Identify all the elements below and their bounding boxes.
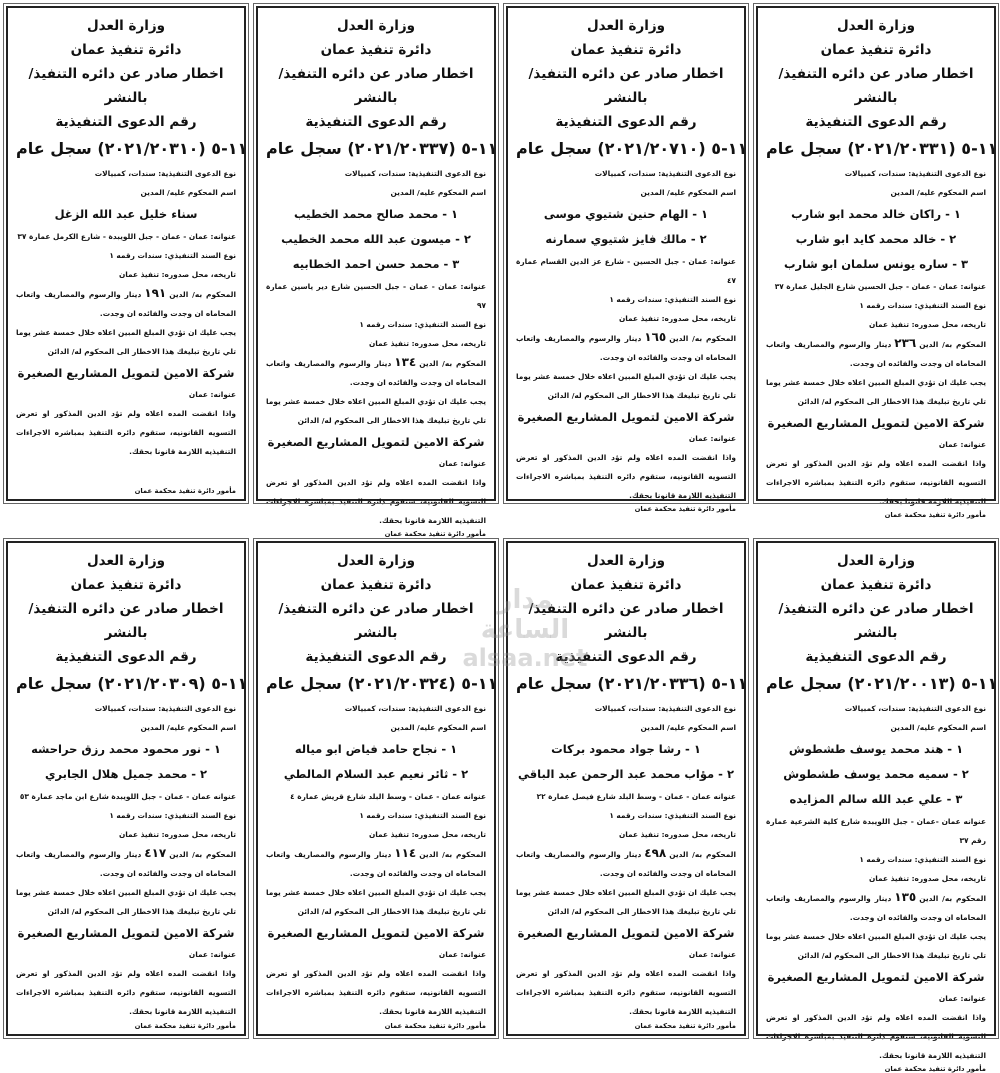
footer-signature: مأمور دائرة تنفيذ محكمة عمان bbox=[884, 1065, 986, 1073]
debtor-name: ١ - رشا جواد محمود بركات bbox=[551, 742, 701, 756]
judgment-amount: ١٩١ bbox=[144, 286, 167, 300]
creditor-name: شركة الامين لتمويل المشاريع الصغيرة bbox=[767, 416, 985, 430]
debtor-label: اسم المحكوم عليه/ المدين bbox=[390, 723, 486, 732]
issue-place: تاريخه، محل صدوره: تنفيذ عمان bbox=[368, 339, 486, 348]
ministry-heading: وزارة العدل bbox=[336, 553, 416, 569]
creditor-address: عنوانه: عمان bbox=[438, 459, 486, 468]
case-number: ١١-٥ (٢٠٢١/٢٠٣٣٦) سجل عام bbox=[516, 674, 748, 693]
judgment-suffix: دينار والرسوم والمصاريف واتعاب المحاماه ان وجدت والفائده ان وجدت. bbox=[16, 290, 236, 318]
department-heading: دائرة تنفيذ عمان bbox=[820, 42, 932, 58]
judgment-text bbox=[516, 844, 736, 883]
judgment-prefix: المحكوم به/ الدين bbox=[169, 850, 236, 859]
notice-box bbox=[256, 6, 498, 538]
footer-signature: مأمور دائرة تنفيذ محكمة عمان bbox=[634, 1022, 736, 1030]
case-number: ١١-٥ (٢٠٢١/٢٠٣٢٤) سجل عام bbox=[266, 674, 498, 693]
debtor-label: اسم المحكوم عليه/ المدين bbox=[140, 188, 236, 197]
judgment-prefix: المحكوم به/ الدين bbox=[169, 290, 236, 299]
judgment-text bbox=[16, 844, 236, 883]
payment-notice: يجب عليك ان تؤدي المبلغ المبين اعلاه خلال خمسة عشر يوما تلي تاريخ تبليغك هذا الاخطار الى المحكوم له/ الدائن bbox=[516, 888, 736, 916]
notice-box bbox=[6, 541, 246, 1036]
judgment-text bbox=[266, 353, 486, 392]
payment-notice: يجب عليك ان تؤدي المبلغ المبين اعلاه خلال خمسة عشر يوما تلي تاريخ تبليغك هذا الاخطار الى المحكوم له/ الدائن bbox=[16, 328, 236, 356]
warning-text: واذا انقضت المده اعلاه ولم تؤد الدين المذكور او تعرض التسويه القانونيه، ستقوم دائره التنفيذ بمباشره الاجراءات التنفيذيه اللازمة قانونا بحقك. bbox=[766, 459, 986, 506]
notice-title: اخطار صادر عن دائره التنفيذ/ بالنشر bbox=[778, 601, 974, 641]
creditor-address: عنوانه: عمان bbox=[688, 434, 736, 443]
case-label: رقم الدعوى التنفيذية bbox=[305, 114, 447, 130]
warning-text: واذا انقضت المده اعلاه ولم تؤد الدين المذكور او تعرض التسويه القانونيه، ستقوم دائره التنفيذ بمباشره الاجراءات التنفيذيه اللازمة قانونا بحقك. bbox=[16, 969, 236, 1016]
debtor-name: ٣ - ساره يونس سلمان ابو شارب bbox=[783, 257, 969, 271]
notice-box bbox=[506, 6, 748, 513]
creditor-address: عنوانه: عمان bbox=[688, 950, 736, 959]
creditor-address: عنوانه: عمان bbox=[938, 440, 986, 449]
judgment-amount: ١٣٥ bbox=[894, 890, 917, 904]
bond-type: نوع السند التنفيذي: سندات رقمه ١ bbox=[609, 295, 736, 304]
creditor-name: شركة الامين لتمويل المشاريع الصغيرة bbox=[17, 366, 235, 380]
judgment-prefix: المحكوم به/ الدين bbox=[669, 850, 736, 859]
notices-page bbox=[6, 6, 998, 1073]
debtor-label: اسم المحكوم عليه/ المدين bbox=[890, 188, 986, 197]
issue-place: تاريخه، محل صدوره: تنفيذ عمان bbox=[618, 830, 736, 839]
debtor-name: ١ - راكان خالد محمد ابو شارب bbox=[791, 207, 961, 221]
case-type: نوع الدعوى التنفيذية: سندات، كمبيالات bbox=[594, 169, 736, 178]
creditor-address: عنوانه: عمان bbox=[938, 994, 986, 1003]
debtor-name: ٢ - سميه محمد يوسف طشطوش bbox=[783, 767, 969, 781]
warning-text: واذا انقضت المده اعلاه ولم تؤد الدين المذكور او تعرض التسويه القانونيه، ستقوم دائره التنفيذ بمباشره الاجراءات التنفيذيه اللازمة قانونا بحقك. bbox=[516, 969, 736, 1016]
case-type: نوع الدعوى التنفيذية: سندات، كمبيالات bbox=[844, 169, 986, 178]
debtor-address: عنوانه: عمان - عمان - جبل الحسين شارع الجليل عمارة ٣٧ bbox=[774, 282, 986, 291]
case-label: رقم الدعوى التنفيذية bbox=[305, 649, 447, 665]
bond-type: نوع السند التنفيذي: سندات رقمه ١ bbox=[859, 855, 986, 864]
case-label: رقم الدعوى التنفيذية bbox=[805, 114, 947, 130]
case-type: نوع الدعوى التنفيذية: سندات، كمبيالات bbox=[844, 704, 986, 713]
judgment-suffix: دينار والرسوم والمصاريف واتعاب المحاماه ان وجدت والفائده ان وجدت. bbox=[266, 359, 486, 387]
debtor-address: عنوانه عمان -عمان - جبل اللويبدة شارع كلية الشرعية عمارة رقم ٣٧ bbox=[766, 817, 986, 845]
issue-place: تاريخه، محل صدوره: تنفيذ عمان bbox=[618, 314, 736, 323]
notice-title: اخطار صادر عن دائره التنفيذ/ بالنشر bbox=[778, 66, 974, 106]
case-label: رقم الدعوى التنفيذية bbox=[555, 649, 697, 665]
issue-place: تاريخه، محل صدوره: تنفيذ عمان bbox=[368, 830, 486, 839]
debtor-address: عنوانه عمان - عمان - وسط البلد شارع قريش عمارة ٤ bbox=[290, 792, 486, 801]
bond-type: نوع السند التنفيذي: سندات رقمه ١ bbox=[109, 811, 236, 820]
creditor-address: عنوانه: عمان bbox=[188, 950, 236, 959]
case-number: ١١-٥ (٢٠٢١/٢٠٧١٠) سجل عام bbox=[516, 139, 748, 158]
judgment-text bbox=[766, 334, 986, 373]
notice-title: اخطار صادر عن دائره التنفيذ/ بالنشر bbox=[528, 601, 724, 641]
department-heading: دائرة تنفيذ عمان bbox=[820, 577, 932, 593]
notice-box bbox=[506, 541, 746, 1036]
bond-type: نوع السند التنفيذي: سندات رقمه ١ bbox=[109, 251, 236, 260]
creditor-name: شركة الامين لتمويل المشاريع الصغيرة bbox=[17, 926, 235, 940]
case-type: نوع الدعوى التنفيذية: سندات، كمبيالات bbox=[94, 704, 236, 713]
case-number: ١١-٥ (٢٠٢١/٢٠٣٠٩) سجل عام bbox=[16, 674, 248, 693]
debtor-name: ١ - نور محمود محمد رزق حراحشه bbox=[31, 742, 221, 756]
debtor-name: ١ - الهام حنين شتيوي موسى bbox=[543, 207, 709, 221]
notice-title: اخطار صادر عن دائره التنفيذ/ بالنشر bbox=[28, 66, 224, 106]
notice-title: اخطار صادر عن دائره التنفيذ/ بالنشر bbox=[278, 66, 474, 106]
debtor-label: اسم المحكوم عليه/ المدين bbox=[640, 188, 736, 197]
debtor-address: عنوانه: عمان - عمان - جبل اللويبدة - شارع الكرمل عمارة ٣٧ bbox=[17, 232, 236, 241]
bond-type: نوع السند التنفيذي: سندات رقمه ١ bbox=[359, 811, 486, 820]
case-number: ١١-٥ (٢٠٢١/٢٠٣٣٧) سجل عام bbox=[266, 139, 498, 158]
debtor-name: ٢ - ميسون عبد الله محمد الخطيب bbox=[281, 232, 471, 246]
case-label: رقم الدعوى التنفيذية bbox=[805, 649, 947, 665]
debtor-label: اسم المحكوم عليه/ المدين bbox=[640, 723, 736, 732]
bond-type: نوع السند التنفيذي: سندات رقمه ١ bbox=[359, 320, 486, 329]
payment-notice: يجب عليك ان تؤدي المبلغ المبين اعلاه خلال خمسة عشر يوما تلي تاريخ تبليغك هذا الاخطار الى المحكوم له/ الدائن bbox=[766, 378, 986, 406]
judgment-suffix: دينار والرسوم والمصاريف واتعاب المحاماه ان وجدت والفائده ان وجدت. bbox=[516, 850, 736, 878]
creditor-name: شركة الامين لتمويل المشاريع الصغيرة bbox=[767, 970, 985, 984]
ministry-heading: وزارة العدل bbox=[836, 553, 916, 569]
judgment-suffix: دينار والرسوم والمصاريف واتعاب المحاماه ان وجدت والفائده ان وجدت. bbox=[766, 340, 986, 368]
department-heading: دائرة تنفيذ عمان bbox=[320, 42, 432, 58]
debtor-address: عنوانه: عمان - عمان - جبل الحسين شارع دير ياسين عمارة ٩٧ bbox=[266, 282, 486, 310]
case-number: ١١-٥ (٢٠٢١/٢٠٣٣١) سجل عام bbox=[766, 139, 998, 158]
creditor-name: شركة الامين لتمويل المشاريع الصغيرة bbox=[517, 410, 735, 424]
debtor-name: ٣ - محمد حسن احمد الخطابيه bbox=[292, 257, 460, 271]
creditor-address: عنوانه: عمان bbox=[188, 390, 236, 399]
issue-place: تاريخه، محل صدوره: تنفيذ عمان bbox=[868, 320, 986, 329]
payment-notice: يجب عليك ان تؤدي المبلغ المبين اعلاه خلال خمسة عشر يوما تلي تاريخ تبليغك هذا الاخطار الى المحكوم له/ الدائن bbox=[766, 932, 986, 960]
debtor-name: ١ - هند محمد يوسف طشطوش bbox=[788, 742, 964, 756]
debtor-name: ١ - نجاح حامد فياض ابو مياله bbox=[294, 742, 458, 756]
debtor-name: ٣ - علي عبد الله سالم المزايده bbox=[789, 792, 963, 806]
debtor-address: عنوانه عمان - عمان - وسط البلد شارع فيصل عمارة ٢٢ bbox=[536, 792, 736, 801]
department-heading: دائرة تنفيذ عمان bbox=[70, 577, 182, 593]
debtor-name: ٢ - محمد جميل هلال الجابري bbox=[44, 767, 208, 781]
bond-type: نوع السند التنفيذي: سندات رقمه ١ bbox=[609, 811, 736, 820]
footer-signature: مأمور دائرة تنفيذ محكمة عمان bbox=[134, 1022, 236, 1030]
watermark-arabic: مدار الساعة bbox=[480, 585, 570, 645]
case-label: رقم الدعوى التنفيذية bbox=[555, 114, 697, 130]
department-heading: دائرة تنفيذ عمان bbox=[70, 42, 182, 58]
issue-place: تاريخه، محل صدوره: تنفيذ عمان bbox=[118, 830, 236, 839]
case-label: رقم الدعوى التنفيذية bbox=[55, 649, 197, 665]
warning-text: واذا انقضت المده اعلاه ولم تؤد الدين المذكور او تعرض التسويه القانونيه، ستقوم دائره التنفيذ بمباشره الاجراءات التنفيذيه اللازمة قانونا بحقك. bbox=[16, 409, 236, 456]
case-type: نوع الدعوى التنفيذية: سندات، كمبيالات bbox=[94, 169, 236, 178]
judgment-prefix: المحكوم به/ الدين bbox=[669, 334, 736, 343]
warning-text: واذا انقضت المده اعلاه ولم تؤد الدين المذكور او تعرض التسويه القانونيه، ستقوم دائره التنفيذ بمباشره الاجراءات التنفيذيه اللازمة قانونا بحقك. bbox=[266, 478, 486, 525]
judgment-text bbox=[16, 284, 236, 323]
issue-place: تاريخه، محل صدوره: تنفيذ عمان bbox=[868, 874, 986, 883]
warning-text: واذا انقضت المده اعلاه ولم تؤد الدين المذكور او تعرض التسويه القانونيه، ستقوم دائره التنفيذ بمباشره الاجراءات التنفيذيه اللازمة قانونا بحقك. bbox=[516, 453, 736, 500]
ministry-heading: وزارة العدل bbox=[86, 18, 166, 34]
notice-title: اخطار صادر عن دائره التنفيذ/ بالنشر bbox=[278, 601, 474, 641]
notice-box bbox=[6, 6, 246, 501]
ministry-heading: وزارة العدل bbox=[86, 553, 166, 569]
notice-box bbox=[756, 6, 998, 519]
payment-notice: يجب عليك ان تؤدي المبلغ المبين اعلاه خلال خمسة عشر يوما تلي تاريخ تبليغك هذا الاخطار الى المحكوم له/ الدائن bbox=[16, 888, 236, 916]
creditor-name: شركة الامين لتمويل المشاريع الصغيرة bbox=[267, 926, 485, 940]
judgment-suffix: دينار والرسوم والمصاريف واتعاب المحاماه ان وجدت والفائده ان وجدت. bbox=[516, 334, 736, 362]
judgment-text bbox=[766, 888, 986, 927]
debtor-address: عنوانه: عمان - جبل الحسين - شارع عز الدين القسام عمارة ٤٧ bbox=[516, 257, 736, 285]
ministry-heading: وزارة العدل bbox=[336, 18, 416, 34]
creditor-name: شركة الامين لتمويل المشاريع الصغيرة bbox=[517, 926, 735, 940]
judgment-amount: ٤١٧ bbox=[144, 846, 167, 860]
ministry-heading: وزارة العدل bbox=[836, 18, 916, 34]
ministry-heading: وزارة العدل bbox=[586, 18, 666, 34]
department-heading: دائرة تنفيذ عمان bbox=[570, 577, 682, 593]
judgment-prefix: المحكوم به/ الدين bbox=[919, 340, 986, 349]
issue-place: تاريخه، محل صدوره: تنفيذ عمان bbox=[118, 270, 236, 279]
judgment-prefix: المحكوم به/ الدين bbox=[919, 894, 986, 903]
case-type: نوع الدعوى التنفيذية: سندات، كمبيالات bbox=[594, 704, 736, 713]
debtor-label: اسم المحكوم عليه/ المدين bbox=[140, 723, 236, 732]
judgment-amount: ١٣٤ bbox=[394, 355, 417, 369]
case-type: نوع الدعوى التنفيذية: سندات، كمبيالات bbox=[344, 704, 486, 713]
notice-title: اخطار صادر عن دائره التنفيذ/ بالنشر bbox=[528, 66, 724, 106]
debtor-label: اسم المحكوم عليه/ المدين bbox=[890, 723, 986, 732]
judgment-prefix: المحكوم به/ الدين bbox=[419, 359, 486, 368]
bond-type: نوع السند التنفيذي: سندات رقمه ١ bbox=[859, 301, 986, 310]
judgment-amount: ١١٤ bbox=[394, 846, 417, 860]
judgment-amount: ٤٩٨ bbox=[644, 846, 667, 860]
debtor-address: عنوانه عمان - عمان - جبل اللويبدة شارع ابن ماجد عمارة ٥٣ bbox=[19, 792, 236, 801]
debtor-name: ٢ - مالك فايز شتيوي سمارنه bbox=[545, 232, 707, 246]
debtor-name: ٢ - خالد محمد كايد ابو شارب bbox=[795, 232, 957, 246]
ministry-heading: وزارة العدل bbox=[586, 553, 666, 569]
watermark-latin: alsaa.net bbox=[462, 644, 588, 672]
debtor-name: سناء خليل عبد الله الزغل bbox=[54, 207, 198, 221]
warning-text: واذا انقضت المده اعلاه ولم تؤد الدين المذكور او تعرض التسويه القانونيه، ستقوم دائره التنفيذ بمباشره الاجراءات التنفيذيه اللازمة قانونا بحقك. bbox=[266, 969, 486, 1016]
case-number: ١١-٥ (٢٠٢١/٢٠٣١٠) سجل عام bbox=[16, 139, 248, 158]
debtor-name: ١ - محمد صالح محمد الخطيب bbox=[294, 207, 458, 221]
case-number: ١١-٥ (٢٠٢١/٢٠٠١٣) سجل عام bbox=[766, 674, 998, 693]
judgment-suffix: دينار والرسوم والمصاريف واتعاب المحاماه ان وجدت والفائده ان وجدت. bbox=[266, 850, 486, 878]
judgment-suffix: دينار والرسوم والمصاريف واتعاب المحاماه ان وجدت والفائده ان وجدت. bbox=[16, 850, 236, 878]
judgment-amount: ١٦٥ bbox=[644, 330, 667, 344]
footer-signature: مأمور دائرة تنفيذ محكمة عمان bbox=[384, 530, 486, 538]
debtor-name: ٢ - ثائر نعيم عبد السلام المالطي bbox=[283, 767, 469, 781]
judgment-text bbox=[516, 328, 736, 367]
debtor-name: ٢ - مؤاب محمد عبد الرحمن عبد الباقي bbox=[517, 767, 734, 781]
payment-notice: يجب عليك ان تؤدي المبلغ المبين اعلاه خلال خمسة عشر يوما تلي تاريخ تبليغك هذا الاخطار الى المحكوم له/ الدائن bbox=[266, 888, 486, 916]
judgment-amount: ٢٣٦ bbox=[894, 336, 917, 350]
judgment-prefix: المحكوم به/ الدين bbox=[419, 850, 486, 859]
footer-signature: مأمور دائرة تنفيذ محكمة عمان bbox=[884, 511, 986, 519]
department-heading: دائرة تنفيذ عمان bbox=[320, 577, 432, 593]
footer-signature: مأمور دائرة تنفيذ محكمة عمان bbox=[134, 487, 236, 495]
creditor-address: عنوانه: عمان bbox=[438, 950, 486, 959]
creditor-name: شركة الامين لتمويل المشاريع الصغيرة bbox=[267, 435, 485, 449]
notice-title: اخطار صادر عن دائره التنفيذ/ بالنشر bbox=[28, 601, 224, 641]
warning-text: واذا انقضت المده اعلاه ولم تؤد الدين المذكور او تعرض التسويه القانونيه، ستقوم دائره التنفيذ بمباشره الاجراءات التنفيذيه اللازمة قانونا بحقك. bbox=[766, 1013, 986, 1060]
footer-signature: مأمور دائرة تنفيذ محكمة عمان bbox=[384, 1022, 486, 1030]
debtor-label: اسم المحكوم عليه/ المدين bbox=[390, 188, 486, 197]
judgment-text bbox=[266, 844, 486, 883]
notice-box bbox=[256, 541, 496, 1036]
department-heading: دائرة تنفيذ عمان bbox=[570, 42, 682, 58]
case-type: نوع الدعوى التنفيذية: سندات، كمبيالات bbox=[344, 169, 486, 178]
footer-signature: مأمور دائرة تنفيذ محكمة عمان bbox=[634, 505, 736, 513]
payment-notice: يجب عليك ان تؤدي المبلغ المبين اعلاه خلال خمسة عشر يوما تلي تاريخ تبليغك هذا الاخطار الى المحكوم له/ الدائن bbox=[516, 372, 736, 400]
payment-notice: يجب عليك ان تؤدي المبلغ المبين اعلاه خلال خمسة عشر يوما تلي تاريخ تبليغك هذا الاخطار الى المحكوم له/ الدائن bbox=[266, 397, 486, 425]
judgment-suffix: دينار والرسوم والمصاريف واتعاب المحاماه ان وجدت والفائده ان وجدت. bbox=[766, 894, 986, 922]
notice-box bbox=[756, 541, 998, 1073]
case-label: رقم الدعوى التنفيذية bbox=[55, 114, 197, 130]
